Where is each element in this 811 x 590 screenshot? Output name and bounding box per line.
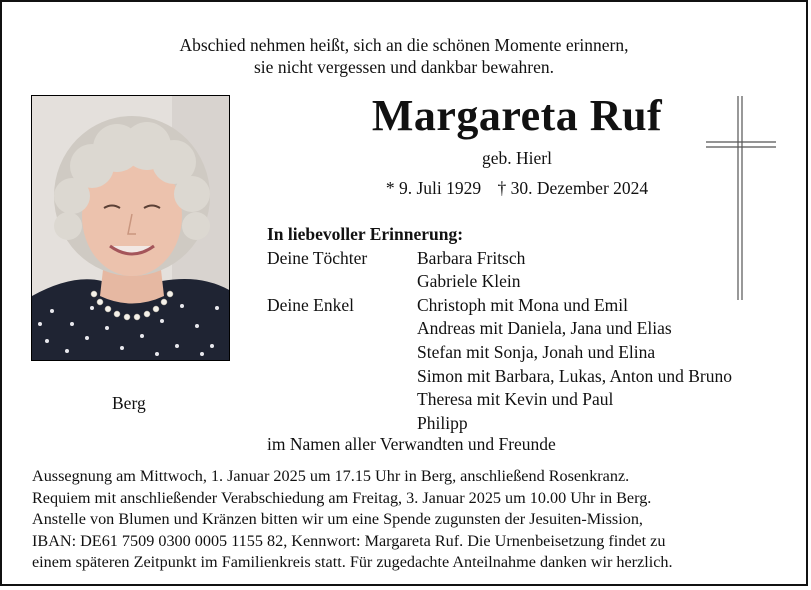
info-line: IBAN: DE61 7509 0300 0005 1155 82, Kennwort: Margareta Ruf. Die Urnenbeisetzung findet zu xyxy=(32,531,666,550)
mourners-list xyxy=(267,223,732,435)
service-information xyxy=(32,466,792,574)
mourner-name: Simon mit Barbara, Lukas, Anton und Bruno xyxy=(417,365,732,386)
mourner-name: Andreas mit Daniela, Jana und Elias xyxy=(417,318,672,339)
place-label: Berg xyxy=(112,393,146,413)
portrait-photo xyxy=(31,95,230,361)
info-line: einem späteren Zeitpunkt im Familienkreis statt. Für zugedachte Anteilnahme danken wir herzlich. xyxy=(32,553,673,571)
mourner-name: Theresa mit Kevin und Paul xyxy=(417,389,614,410)
info-line: Anstelle von Blumen und Kränzen bitten wir um eine Spende zugunsten der Jesuiten-Mission, xyxy=(32,510,643,528)
deceased-name: Margareta Ruf xyxy=(371,91,663,140)
motto xyxy=(2,34,806,78)
mourners-title: In liebevoller Erinnerung: xyxy=(267,224,464,244)
mourner-role: Deine Töchter xyxy=(267,247,368,268)
info-line: Aussegnung am Mittwoch, 1. Januar 2025 um 17.15 Uhr in Berg, anschließend Rosenkranz. xyxy=(32,467,630,485)
death-date: † 30. Dezember 2024 xyxy=(497,178,649,198)
mourner-group-daughters xyxy=(267,247,732,294)
mourner-name: Gabriele Klein xyxy=(417,271,521,292)
info-line: Requiem mit anschließender Verabschiedung am Freitag, 3. Januar 2025 um 10.00 Uhr in Berg. xyxy=(32,488,652,507)
birth-date: * 9. Juli 1929 xyxy=(385,178,482,198)
motto-line-2: sie nicht vergessen und dankbar bewahren. xyxy=(254,57,554,77)
mourner-group-grandchildren xyxy=(267,294,732,436)
mourners-closing: im Namen aller Verwandten und Freunde xyxy=(267,434,556,454)
mourner-name: Barbara Fritsch xyxy=(417,247,526,268)
motto-line-1: Abschied nehmen heißt, sich an die schönen Momente erinnern, xyxy=(179,35,629,55)
mourner-name: Stefan mit Sonja, Jonah und Elina xyxy=(417,341,656,362)
mourner-name: Christoph mit Mona und Emil xyxy=(417,294,628,315)
maiden-name: geb. Hierl xyxy=(482,148,552,168)
mourner-role: Deine Enkel xyxy=(267,294,354,315)
mourner-name: Philipp xyxy=(417,412,468,433)
portrait-illustration xyxy=(32,96,230,361)
